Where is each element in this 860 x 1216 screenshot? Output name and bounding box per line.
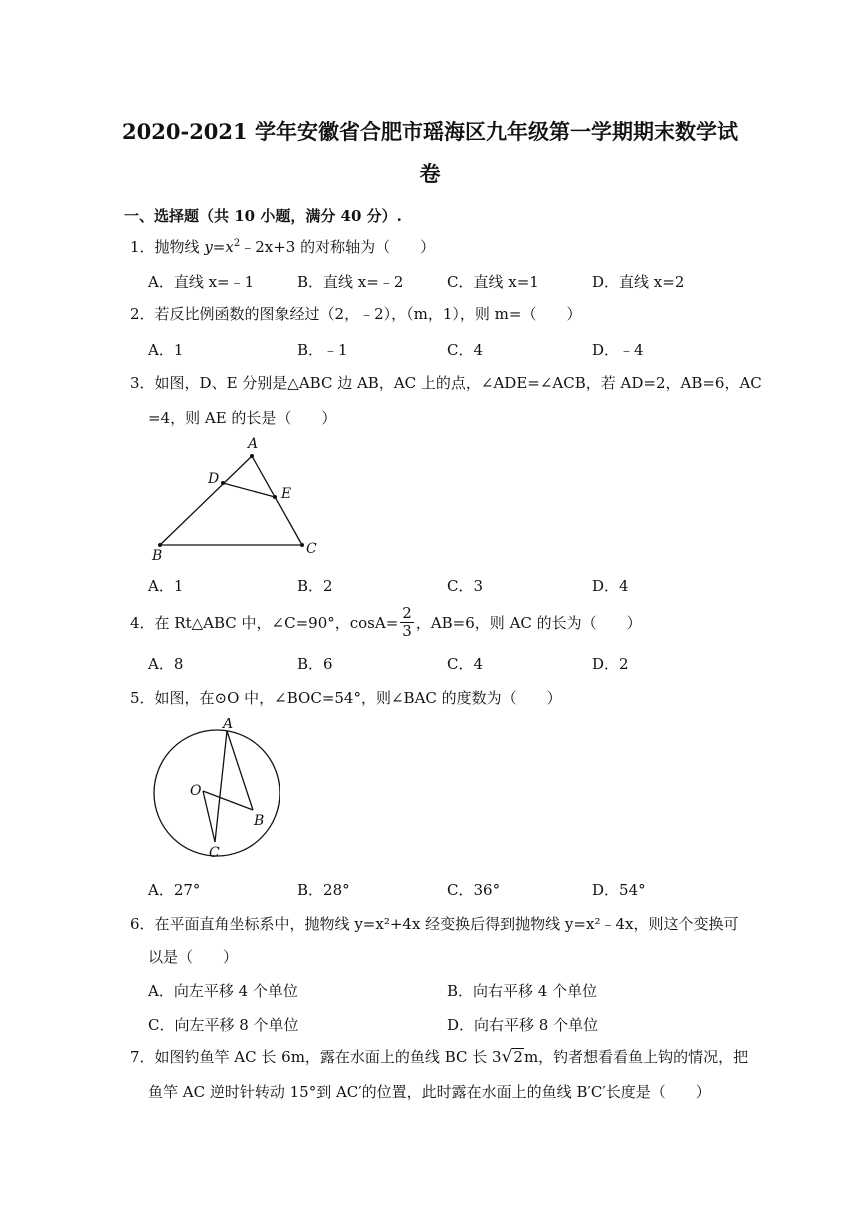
q1-option-a: A．直线 x=﹣1 [148, 273, 255, 291]
q1-option-d: D．直线 x=2 [592, 273, 685, 291]
q5-option-c: C．36° [447, 881, 501, 899]
page-title-continued: 卷 [419, 161, 441, 186]
label-c: C [306, 541, 317, 557]
triangle-side-ab [160, 456, 252, 545]
label-d: D [208, 471, 220, 487]
question-3-line-1: 3．如图，D、E 分别是△ABC 边 AB，AC 上的点，∠ADE=∠ACB，若 AD=2，AB=6，AC [130, 374, 762, 392]
q3-option-b: B．2 [297, 577, 333, 595]
q3-option-c: C．3 [447, 577, 484, 595]
label-a: A [248, 436, 259, 452]
q5-option-a: A．27° [148, 881, 201, 899]
q4-option-c: C．4 [447, 655, 484, 673]
radius-oc [203, 791, 215, 842]
page-title: 2020-2021 学年安徽省合肥市瑶海区九年级第一学期期末数学试 [122, 119, 738, 144]
q3-option-a: A．1 [148, 577, 184, 595]
point-e [273, 495, 277, 499]
point-a [250, 454, 254, 458]
question-1 [130, 236, 435, 257]
q1-option-b: B．直线 x=﹣2 [297, 273, 404, 291]
q5-option-b: B．28° [297, 881, 350, 899]
question-6-line-1: 6．在平面直角坐标系中，抛物线 y=x²+4x 经变换后得到抛物线 y=x²﹣4x，则这个变换可 [130, 915, 739, 933]
label-b: B [254, 813, 265, 829]
q6-option-b: B．向右平移 4 个单位 [447, 982, 598, 1000]
q1-text-start: 1．抛物线 [130, 238, 205, 256]
label-o: O [190, 783, 202, 799]
radius-ob [203, 791, 253, 810]
q1-exponent: 2 [233, 238, 241, 249]
q6-option-a: A．向左平移 4 个单位 [148, 982, 298, 1000]
question-4 [130, 606, 642, 639]
question-5: 5．如图，在⊙O 中，∠BOC=54°，则∠BAC 的度数为（ ） [130, 689, 562, 707]
q4-text-start: 4．在 Rt△ABC 中，∠C=90°，cosA= [130, 614, 399, 632]
q4-fraction [400, 606, 414, 639]
circle-o [154, 730, 280, 856]
q1-expression: y=x [204, 238, 234, 256]
q7-text-end: m，钓者想看看鱼上钩的情况，把 [523, 1048, 749, 1066]
q4-fraction-numerator: 2 [402, 604, 412, 622]
q4-fraction-denominator: 3 [402, 622, 412, 640]
q4-option-d: D．2 [592, 655, 629, 673]
point-c [300, 543, 304, 547]
point-d [221, 481, 225, 485]
segment-de [223, 483, 275, 497]
label-a: A [223, 718, 234, 732]
q6-option-c: C．向左平移 8 个单位 [148, 1016, 299, 1034]
point-b [158, 543, 162, 547]
q4-option-a: A．8 [148, 655, 184, 673]
q6-option-d: D．向右平移 8 个单位 [447, 1016, 599, 1034]
sqrt-symbol: √ [501, 1047, 513, 1067]
triangle-figure [140, 430, 340, 565]
q5-option-d: D．54° [592, 881, 646, 899]
q1-option-c: C．直线 x=1 [447, 273, 539, 291]
circle-figure [140, 718, 280, 863]
question-6-line-2: 以是（ ） [148, 948, 239, 966]
label-e: E [281, 486, 292, 502]
q3-option-d: D．4 [592, 577, 629, 595]
q4-option-b: B．6 [297, 655, 333, 673]
q2-option-a: A．1 [148, 341, 184, 359]
question-7-line-1 [130, 1046, 748, 1067]
q2-option-c: C．4 [447, 341, 484, 359]
q7-text-start: 7．如图钓鱼竿 AC 长 6m，露在水面上的鱼线 BC 长 3 [130, 1048, 502, 1066]
q4-text-end: ，AB=6，则 AC 的长为（ ） [415, 614, 642, 632]
triangle-side-ac [252, 456, 302, 545]
chord-ab [227, 731, 253, 810]
question-3-line-2: =4，则 AE 的长是（ ） [148, 409, 337, 427]
question-2: 2．若反比例函数的图象经过（2，﹣2），（m，1），则 m=（ ） [130, 305, 582, 323]
chord-ac [215, 731, 227, 842]
q2-option-b: B．﹣1 [297, 341, 348, 359]
label-b: B [152, 548, 163, 564]
question-7-line-2: 鱼竿 AC 逆时针转动 15°到 AC′的位置，此时露在水面上的鱼线 B′C′长度是（ ） [148, 1083, 711, 1101]
q1-text-end: ﹣2x+3 的对称轴为（ ） [240, 238, 436, 256]
q2-option-d: D．﹣4 [592, 341, 644, 359]
q7-radicand: 2 [513, 1048, 523, 1066]
section-heading: 一、选择题（共 10 小题，满分 40 分）. [124, 207, 402, 225]
label-c: C [209, 845, 220, 861]
